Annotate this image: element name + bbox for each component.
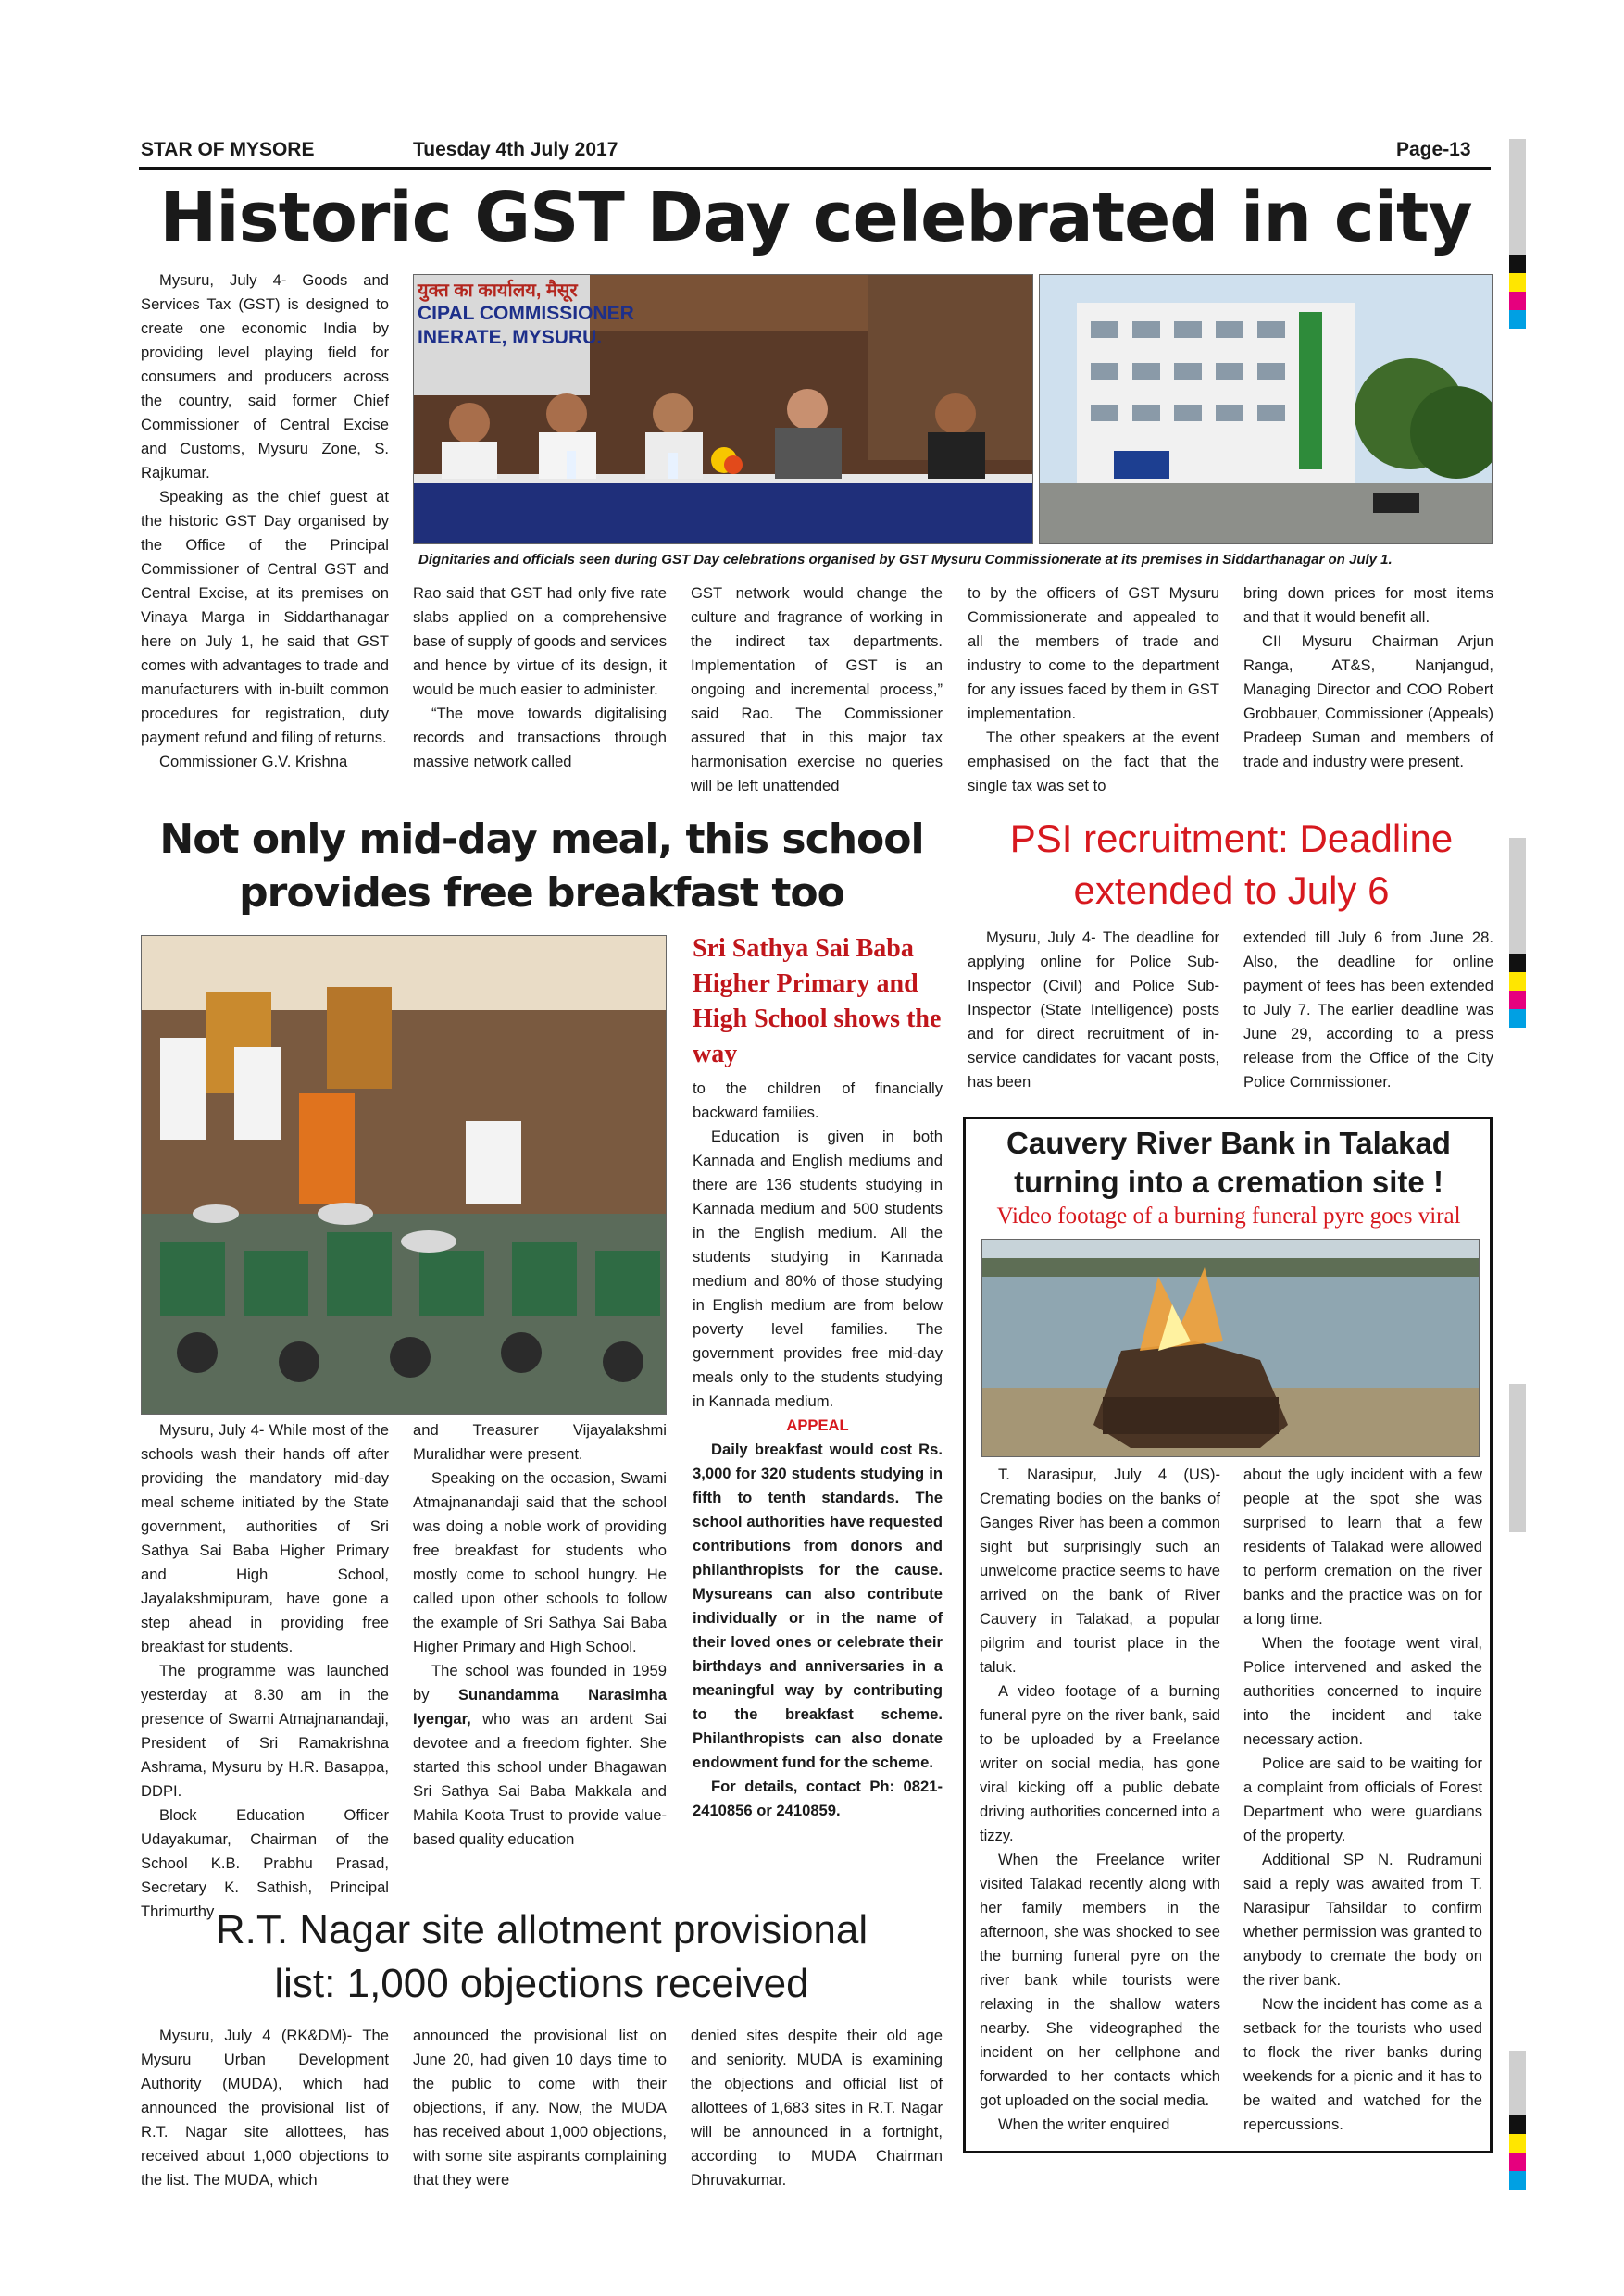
rtnagar-col2-p1: announced the provisional list on June 20, had given 10 days time to the public to come with their objections, if any. Now, the MUDA has received about 1,000 objections, with some site aspirants complaining that they were xyxy=(413,2027,667,2189)
gst-col-1 xyxy=(141,268,389,774)
school-headline-line2: provides free breakfast too xyxy=(239,869,844,917)
psi-col2-p1: extended till July 6 from June 28. Also, the deadline for online payment of fees has been extended to July 7. The earlier deadline was June 29, according to a press release from the Office of the City Police Commissioner. xyxy=(1243,929,1493,1091)
rtnagar-col-1 xyxy=(141,2024,389,2192)
school-col2-p3 xyxy=(413,1659,667,1852)
school-headline xyxy=(139,813,944,920)
rtnagar-col1-p1: Mysuru, July 4 (RK&DM)- The Mysuru Urban Development Authority (MUDA), which had announced the provisional list of R.T. Nagar site allottees, has received about 1,000 objections to the list. The MUDA, which xyxy=(141,2027,389,2189)
reg-bar-gray-4 xyxy=(1509,2051,1526,2115)
cauvery-col2-p3: Police are said to be waiting for a complaint from officials of Forest Department who were guardians of the property. xyxy=(1243,1754,1482,1844)
rtnagar-col-3 xyxy=(691,2024,943,2192)
gst-photo-dignitaries xyxy=(413,274,1033,544)
cauvery-col1-p2: A video footage of a burning funeral pyre on the river bank, said to be uploaded by a Freelance writer on social media, has gone viral kicking off a public debate driving authorities concerned into a tizzy. xyxy=(980,1682,1220,1844)
school-col2-p2: Speaking on the occasion, Swami Atmajnanandaji said that the school was doing a noble work of providing free breakfast for students who mostly come to school hungry. He called upon other schools to follow the example of Sri Sathya Sai Baba Higher Primary and High School. xyxy=(413,1469,667,1655)
cauvery-col2-p5: Now the incident has come as a setback for the tourists who used to flock the river banks during weekends for a picnic and it has to be waited and watched for the repercussions. xyxy=(1243,1995,1482,2133)
school-col-2 xyxy=(413,1418,667,1852)
reg-bar-3 xyxy=(1509,2115,1526,2190)
gst-col2-p1: Rao said that GST had only five rate slabs applied on a comprehensive base of supply of goods and services and hence by virtue of its design, it would be much easier to administer. xyxy=(413,584,667,698)
school-col2-post: who was an ardent Sai devotee and a freedom fighter. She started this school under Bhagawan Sri Sathya Sai Baba Makkala and Mahila Koota Trust to provide value-based quality education xyxy=(413,1710,667,1848)
school-col3-p1: to the children of financially backward families. xyxy=(693,1079,943,1121)
gst-col-4 xyxy=(968,581,1219,798)
psi-headline xyxy=(963,813,1500,917)
gst-col4-p2: The other speakers at the event emphasised on the fact that the single tax was set to xyxy=(968,729,1219,794)
gst-col4-p1: to by the officers of GST Mysuru Commissionerate and appealed to all the members of trade and industry to come to the department for any issues faced by them in GST implementation. xyxy=(968,584,1219,722)
school-subhead: Sri Sathya Sai Baba Higher Primary and High School shows the way xyxy=(693,934,942,1068)
rtnagar-col3-p1: denied sites despite their old age and seniority. MUDA is examining the objections and official list of allottees of 1,683 sites in R.T. Nagar will be announced in a fortnight, according to MUDA Chairman Dhruvakumar. xyxy=(691,2027,943,2189)
psi-col1-p1: Mysuru, July 4- The deadline for applying online for Police Sub-Inspector (Civil) and Police Sub-Inspector (State Intelligence) posts and for direct recruitment of in-service candidates for vacant posts, has been xyxy=(968,929,1219,1091)
school-col1-p1: Mysuru, July 4- While most of the schools wash their hands off after providing the mandatory mid-day meal scheme initiated by the State government, authorities of Sri Sathya Sai Baba Higher Primary and High School, Jayalakshmipuram, have gone a step ahead in providing free breakfast for students. xyxy=(141,1421,389,1655)
cauvery-subhead: Video footage of a burning funeral pyre goes viral xyxy=(996,1204,1461,1229)
issue-date: Tuesday 4th July 2017 xyxy=(413,139,618,160)
psi-col-2 xyxy=(1243,926,1493,1094)
psi-headline-line2: extended to July 6 xyxy=(1073,868,1390,912)
cauvery-col2-p4: Additional SP N. Rudramuni said a reply was awaited from T. Narasipur Tahsildar to confirm whether permission was granted to anybody to cremate the body on the river bank. xyxy=(1243,1851,1482,1989)
cauvery-col2-p2: When the footage went viral, Police intervened and asked the authorities concerned to inquire into the incident and take necessary action. xyxy=(1243,1634,1482,1748)
cauvery-photo-pyre xyxy=(981,1239,1480,1457)
gst-col2-p2: “The move towards digitalising records and transactions through massive network called xyxy=(413,705,667,770)
gst-col1-p3: Commissioner G.V. Krishna xyxy=(159,753,348,770)
gst-col-3 xyxy=(691,581,943,798)
cauvery-headline xyxy=(970,1124,1487,1202)
appeal-text: Daily breakfast would cost Rs. 3,000 for 320 students studying in fifth to tenth standards. The school authorities have requested contributions from donors and philanthropists for the cause. Mysureans can also contribute individually or in the name of their loved ones or celebrate their birthdays and anniversaries in a meaningful way by contributing to the breakfast scheme. Philanthropists can also donate endowment fund for the scheme. xyxy=(693,1441,943,1771)
gst-photo-caption: Dignitaries and officials seen during GST Day celebrations organised by GST Mysuru Commissionerate at its premises in Siddarthanagar on July 1. xyxy=(418,552,1393,568)
gst-col-5 xyxy=(1243,581,1493,774)
school-col1-p3: Block Education Officer Udayakumar, Chairman of the School K.B. Prabhu Prasad, Secretary K. Sathish, Principal Thrimurthy xyxy=(141,1806,389,1920)
rtnagar-col-2 xyxy=(413,2024,667,2192)
masthead-rule xyxy=(139,167,1491,170)
gst-col5-p1: bring down prices for most items and that it would benefit all. xyxy=(1243,584,1493,626)
photo-banner-line1: CIPAL COMMISSIONER xyxy=(418,303,634,324)
cauvery-col1-p4: When the writer enquired xyxy=(998,2115,1170,2133)
cauvery-col1-p1: T. Narasipur, July 4 (US)- Cremating bodies on the banks of Ganges River has been a common sight but surprisingly such an unwelcome practice seems to have arrived on the bank of River Cauvery in Talakad, a popular pilgrim and tourist place in the taluk. xyxy=(980,1466,1220,1676)
school-col3-p2: Education is given in both Kannada and English mediums and there are 136 students studying in Kannada medium and 500 students in the English medium. All the students studying in Kannada medium and 80% of those studying in English medium are from below poverty level families. The government provides free mid-day meals only to the students studying in Kannada medium. xyxy=(693,1128,943,1410)
gst-headline: Historic GST Day celebrated in city xyxy=(159,178,1472,257)
school-founder-name: Sunandamma Narasimha Iyengar, xyxy=(413,1686,668,1728)
gst-col-2 xyxy=(413,581,667,774)
reg-bar-2 xyxy=(1509,954,1526,1028)
cauvery-col-2 xyxy=(1243,1463,1482,2137)
paper-name: STAR OF MYSORE xyxy=(141,139,315,160)
school-col-3 xyxy=(693,1077,943,1823)
reg-bar-gray-1 xyxy=(1509,139,1526,255)
gst-photo-building xyxy=(1039,274,1493,544)
psi-headline-line1: PSI recruitment: Deadline xyxy=(1009,817,1454,860)
school-col1-p2: The programme was launched yesterday at 8.30 am in the presence of Swami Atmajnanandaji, President of Sri Ramakrishna Ashrama, Mysuru by H.R. Basappa, DDPI. xyxy=(141,1662,389,1800)
gst-col5-p2: CII Mysuru Chairman Arjun Ranga, AT&S, Nanjangud, Managing Director and COO Robert Grobbauer, Commissioner (Appeals) Pradeep Suman and members of trade and industry were present. xyxy=(1243,632,1493,770)
reg-bar-1 xyxy=(1509,255,1526,329)
gst-col1-p1: Mysuru, July 4- Goods and Services Tax (GST) is designed to create one economic India by providing level playing field for consumers and producers across the country, said former Chief Commissioner of Central Excise and Customs, Mysuru Zone, S. Rajkumar. xyxy=(141,271,389,481)
rtnagar-headline-line2: list: 1,000 objections received xyxy=(274,1961,809,2006)
cauvery-headline-line2: turning into a cremation site ! xyxy=(1014,1165,1443,1199)
rtnagar-headline-line1: R.T. Nagar site allotment provisional xyxy=(215,1907,868,1953)
school-headline-line1: Not only mid-day meal, this school xyxy=(159,816,924,863)
cauvery-col2-p1: about the ugly incident with a few people at the spot she was surprised to learn that a few residents of Talakad were allowed to perform cremation on the river banks and the practice was on for a long time. xyxy=(1243,1466,1482,1628)
cauvery-col-1 xyxy=(980,1463,1220,2137)
appeal-contact: For details, contact Ph: 0821-2410856 or 2410859. xyxy=(693,1778,943,1819)
page-number: Page-13 xyxy=(1396,139,1471,160)
cauvery-headline-line1: Cauvery River Bank in Talakad xyxy=(1006,1126,1451,1160)
rtnagar-headline xyxy=(139,1903,944,2011)
cauvery-col1-p3: When the Freelance writer visited Talakad recently along with her family members in the afternoon, she was shocked to see the burning funeral pyre on the river bank while tourists were relaxing in the shallow waters nearby. She videographed the incident on her cellphone and forwarded to her contacts which got uploaded on the social media. xyxy=(980,1851,1220,2109)
gst-col1-p2: Speaking as the chief guest at the historic GST Day organised by the Office of the Principal Commissioner of Central GST and Central Excise, at its premises on Vinaya Marga in Siddarthanagar here on July 1, he said that GST comes with advantages to trade and manufacturers with in-built common procedures for registration, duty payment refund and filing of returns. xyxy=(141,488,389,746)
school-photo xyxy=(141,935,667,1415)
reg-bar-gray-3 xyxy=(1509,1384,1526,1532)
school-col-1 xyxy=(141,1418,389,1924)
appeal-title: APPEAL xyxy=(786,1416,849,1434)
psi-col-1 xyxy=(968,926,1219,1094)
photo-banner-line2: INERATE, MYSURU. xyxy=(418,327,603,348)
school-col2-pre: The school was founded in 1959 by xyxy=(413,1662,667,1703)
photo-banner-hindi: युक्त का कार्यालय, मैसूर xyxy=(418,281,578,301)
gst-col3-p1: GST network would change the culture and fragrance of working in the indirect tax departments. Implementation of GST is an ongoing and incremental process,” said Rao. The Commissioner assured that in this major tax harmonisation exercise no queries will be left unattended xyxy=(691,584,943,794)
school-col2-p1: and Treasurer Vijayalakshmi Muralidhar were present. xyxy=(413,1421,667,1463)
